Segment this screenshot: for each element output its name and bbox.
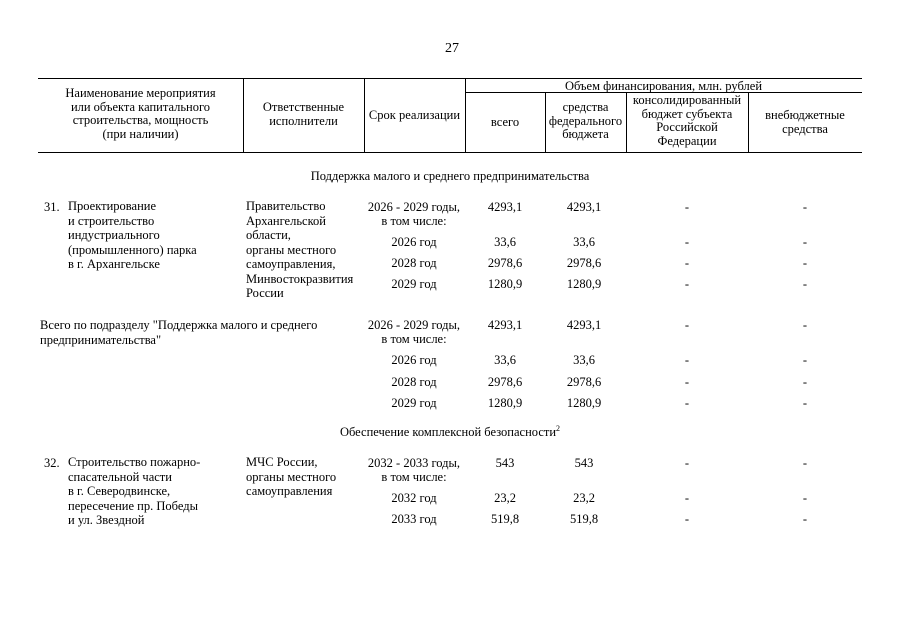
subtotal-label: Всего по подразделу "Поддержка малого и среднего предпринимательства" — [40, 318, 318, 347]
total-cell: 33,6 — [494, 353, 516, 367]
federal-cell: 4293,1 — [566, 318, 602, 332]
consolidated-cell: - — [684, 235, 690, 249]
period-cell: 2026 - 2029 годы, — [367, 200, 461, 214]
period-cell: 2033 год — [391, 512, 437, 526]
total-cell: 543 — [495, 456, 515, 470]
period-cell: 2029 год — [391, 277, 437, 291]
federal-cell: 23,2 — [573, 491, 595, 505]
offbudget-cell: - — [802, 396, 808, 410]
offbudget-cell: - — [802, 318, 808, 332]
period-cell: 2032 год — [391, 491, 437, 505]
consolidated-cell: - — [684, 256, 690, 270]
header-funding-title: Объем финансирования, млн. рублей — [564, 79, 763, 93]
consolidated-cell: - — [684, 277, 690, 291]
federal-cell: 2978,6 — [566, 375, 602, 389]
header-col-federal: средства федерального бюджета — [548, 100, 623, 141]
total-cell: 519,8 — [490, 512, 520, 526]
federal-cell: 4293,1 — [566, 200, 602, 214]
total-cell: 1280,9 — [487, 396, 523, 410]
period-cell: 2028 год — [391, 375, 437, 389]
offbudget-cell: - — [802, 353, 808, 367]
offbudget-cell: - — [802, 491, 808, 505]
federal-cell: 1280,9 — [566, 396, 602, 410]
total-cell: 1280,9 — [487, 277, 523, 291]
offbudget-cell: - — [802, 277, 808, 291]
federal-cell: 519,8 — [569, 512, 599, 526]
consolidated-cell: - — [684, 353, 690, 367]
offbudget-cell: - — [802, 256, 808, 270]
consolidated-cell: - — [684, 318, 690, 332]
item-number: 31. — [44, 200, 60, 214]
consolidated-cell: - — [684, 512, 690, 526]
consolidated-cell: - — [684, 396, 690, 410]
period-cell-sub: в том числе: — [381, 332, 447, 346]
total-cell: 4293,1 — [487, 200, 523, 214]
header-col-total: всего — [490, 115, 520, 129]
total-cell: 4293,1 — [487, 318, 523, 332]
period-cell: 2032 - 2033 годы, — [367, 456, 461, 470]
offbudget-cell: - — [802, 375, 808, 389]
offbudget-cell: - — [802, 200, 808, 214]
consolidated-cell: - — [684, 456, 690, 470]
header-col-name: Наименование мероприятия или объекта капитального строительства, мощность (при наличии) — [65, 86, 216, 141]
header-col-consolidated: консолидированный бюджет субъекта Российской Федерации — [632, 93, 742, 148]
federal-cell: 2978,6 — [566, 256, 602, 270]
period-cell-sub: в том числе: — [381, 214, 447, 228]
header-col-period: Срок реализации — [368, 108, 461, 122]
header-bottom-rule — [38, 152, 862, 153]
item-name: Строительство пожарно- спасательной части в г. Северодвинске, пересечение пр. Победы и ул. Звездной — [68, 455, 201, 527]
footnote-marker: 2 — [556, 424, 561, 433]
total-cell: 23,2 — [494, 491, 516, 505]
period-cell: 2026 год — [391, 353, 437, 367]
total-cell: 2978,6 — [487, 256, 523, 270]
item-number: 32. — [44, 456, 60, 470]
period-cell: 2028 год — [391, 256, 437, 270]
offbudget-cell: - — [802, 456, 808, 470]
page-number: 27 — [445, 41, 459, 56]
header-col-offbudget: внебюджетные средства — [765, 108, 845, 136]
total-cell: 33,6 — [494, 235, 516, 249]
item-name: Проектирование и строительство индустриального (промышленного) парка в г. Архангельске — [68, 199, 197, 271]
item-responsible: МЧС России, органы местного самоуправления — [246, 455, 337, 498]
item-responsible: Правительство Архангельской области, органы местного самоуправления, Минвостокразвития России — [246, 199, 354, 300]
federal-cell: 33,6 — [573, 353, 595, 367]
period-cell: 2029 год — [391, 396, 437, 410]
period-cell: 2026 - 2029 годы, — [367, 318, 461, 332]
federal-cell: 543 — [574, 456, 594, 470]
header-col-responsible: Ответственные исполнители — [262, 100, 345, 128]
federal-cell: 33,6 — [573, 235, 595, 249]
consolidated-cell: - — [684, 200, 690, 214]
consolidated-cell: - — [684, 491, 690, 505]
consolidated-cell: - — [684, 375, 690, 389]
section-title: Обеспечение комплексной безопасности$^2$ — [339, 424, 561, 439]
total-cell: 2978,6 — [487, 375, 523, 389]
offbudget-cell: - — [802, 512, 808, 526]
period-cell-sub: в том числе: — [381, 470, 447, 484]
federal-cell: 1280,9 — [566, 277, 602, 291]
offbudget-cell: - — [802, 235, 808, 249]
section-title: Поддержка малого и среднего предпринимательства — [310, 169, 590, 183]
period-cell: 2026 год — [391, 235, 437, 249]
